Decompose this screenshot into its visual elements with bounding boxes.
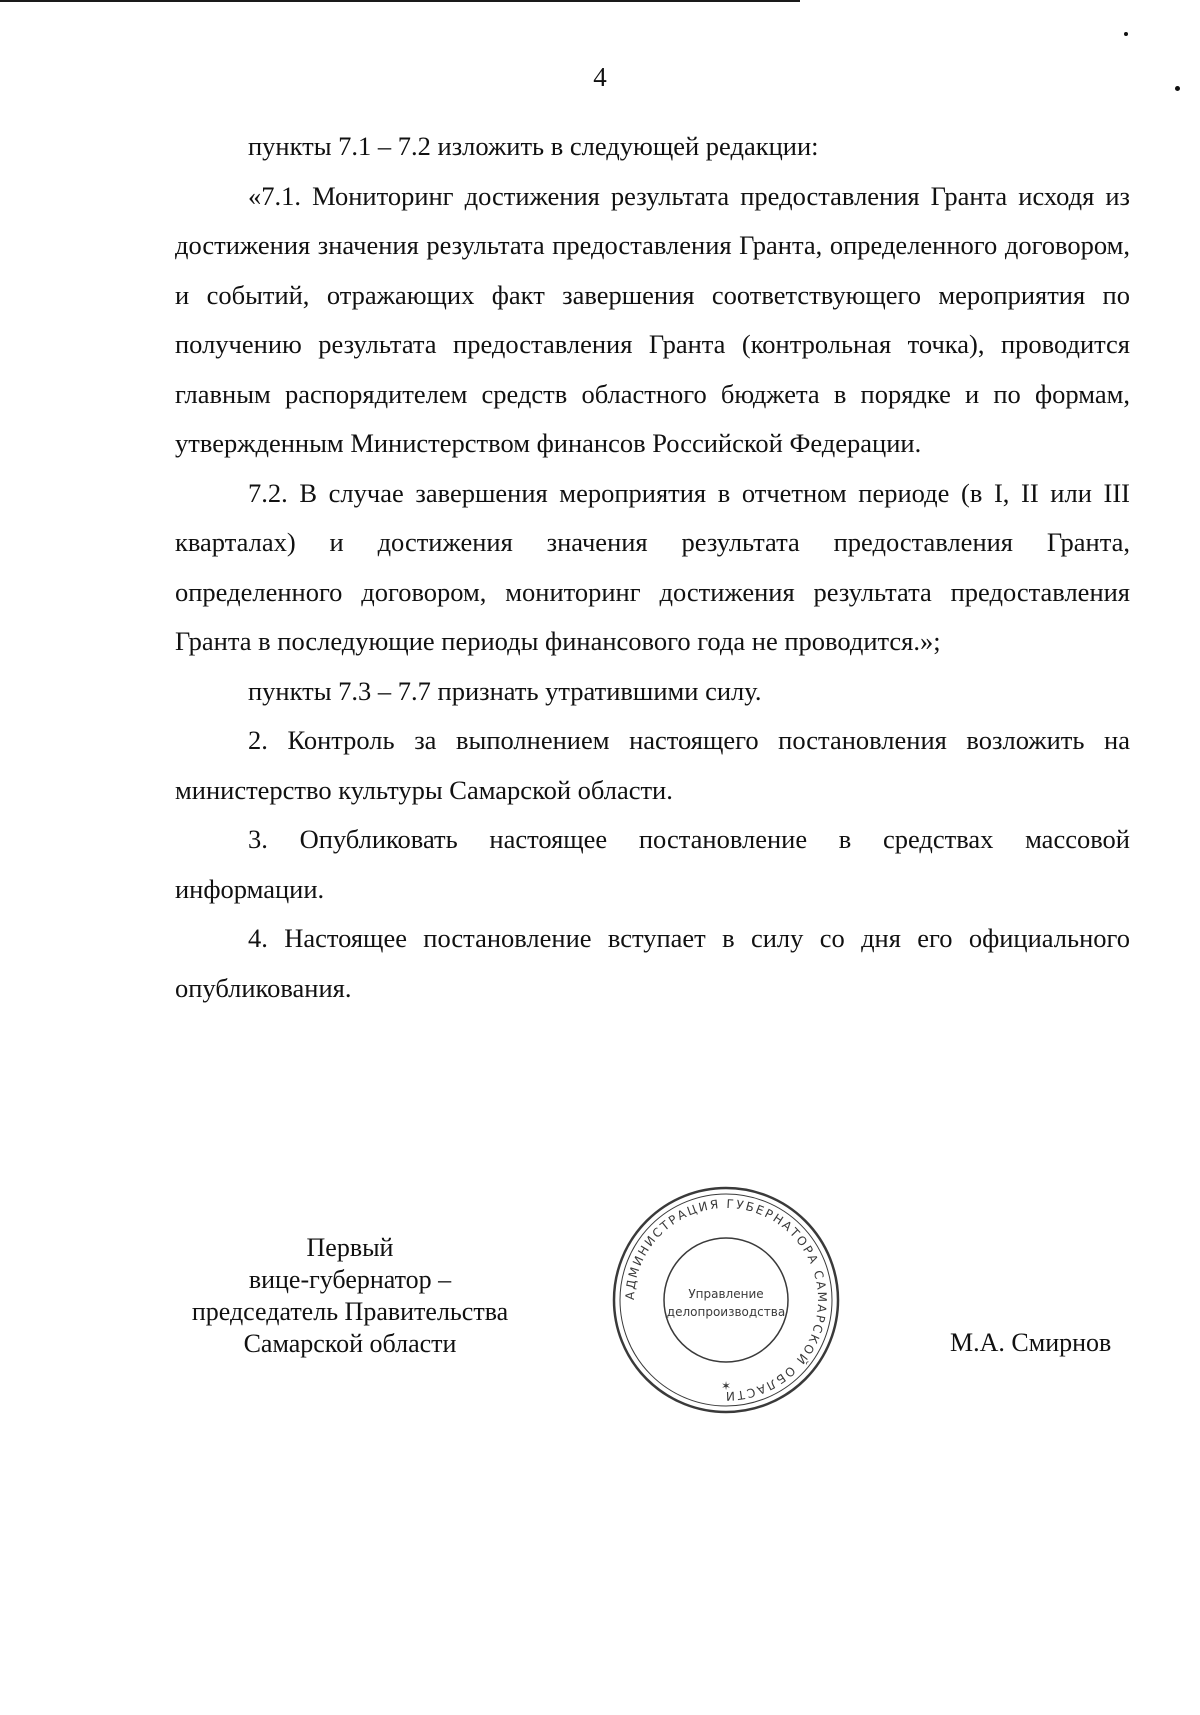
paragraph-7-1: «7.1. Мониторинг достижения результата предоставления Гранта исходя из достижения значения результата предоставления Гранта, определенного договором, и событий, отражающих факт завершения соответствующего мероприятия по получению результата предоставления Гранта (контрольная точка), проводится главным распорядителем средств областного бюджета в порядке и по формам, утвержденным Министерством финансов Российской Федерации. [175,180,1130,458]
paragraph-4: 4. Настоящее постановление вступает в силу со дня его официального опубликования. [175,923,1130,1003]
signatory-title [160,1232,540,1360]
page-number: 4 [593,62,607,92]
scan-speck [1124,32,1128,36]
signatory-title-line: председатель Правительства [191,1297,509,1326]
paragraph-7-2: 7.2. В случае завершения мероприятия в отчетном периоде (в I, II или III кварталах) и достижения значения результата предоставления Гранта, определенного договором, мониторинг достижения результата предоставления Гранта в последующие периоды финансового года не проводится.»; [175,477,1130,656]
paragraph-intro: пункты 7.1 – 7.2 изложить в следующей редакции: [248,131,819,161]
paragraph-3: 3. Опубликовать настоящее постановление в средствах массовой информации. [175,824,1130,904]
seal-center-text: Управление [688,1287,764,1301]
document-body [175,122,1130,1013]
signatory-title-line: Самарской области [243,1329,457,1358]
svg-text:✶: ✶ [720,1379,732,1393]
paragraph-2: 2. Контроль за выполнением настоящего постановления возложить на министерство культуры Самарской области. [175,725,1130,805]
scan-top-border [0,0,800,2]
paragraph-7-3-7-7: пункты 7.3 – 7.7 признать утратившими силу. [248,675,762,706]
official-seal-stamp [611,1185,841,1415]
signatory-title-line: Первый [306,1233,394,1262]
seal-center-text: делопроизводства [666,1305,786,1319]
signatory-name: М.А. Смирнов [950,1328,1112,1357]
signatory-title-line: вице-губернатор – [248,1265,452,1294]
seal-ring-text: АДМИНИСТРАЦИЯ ГУБЕРНАТОРА САМАРСКОЙ ОБЛАСТИ [622,1196,830,1404]
